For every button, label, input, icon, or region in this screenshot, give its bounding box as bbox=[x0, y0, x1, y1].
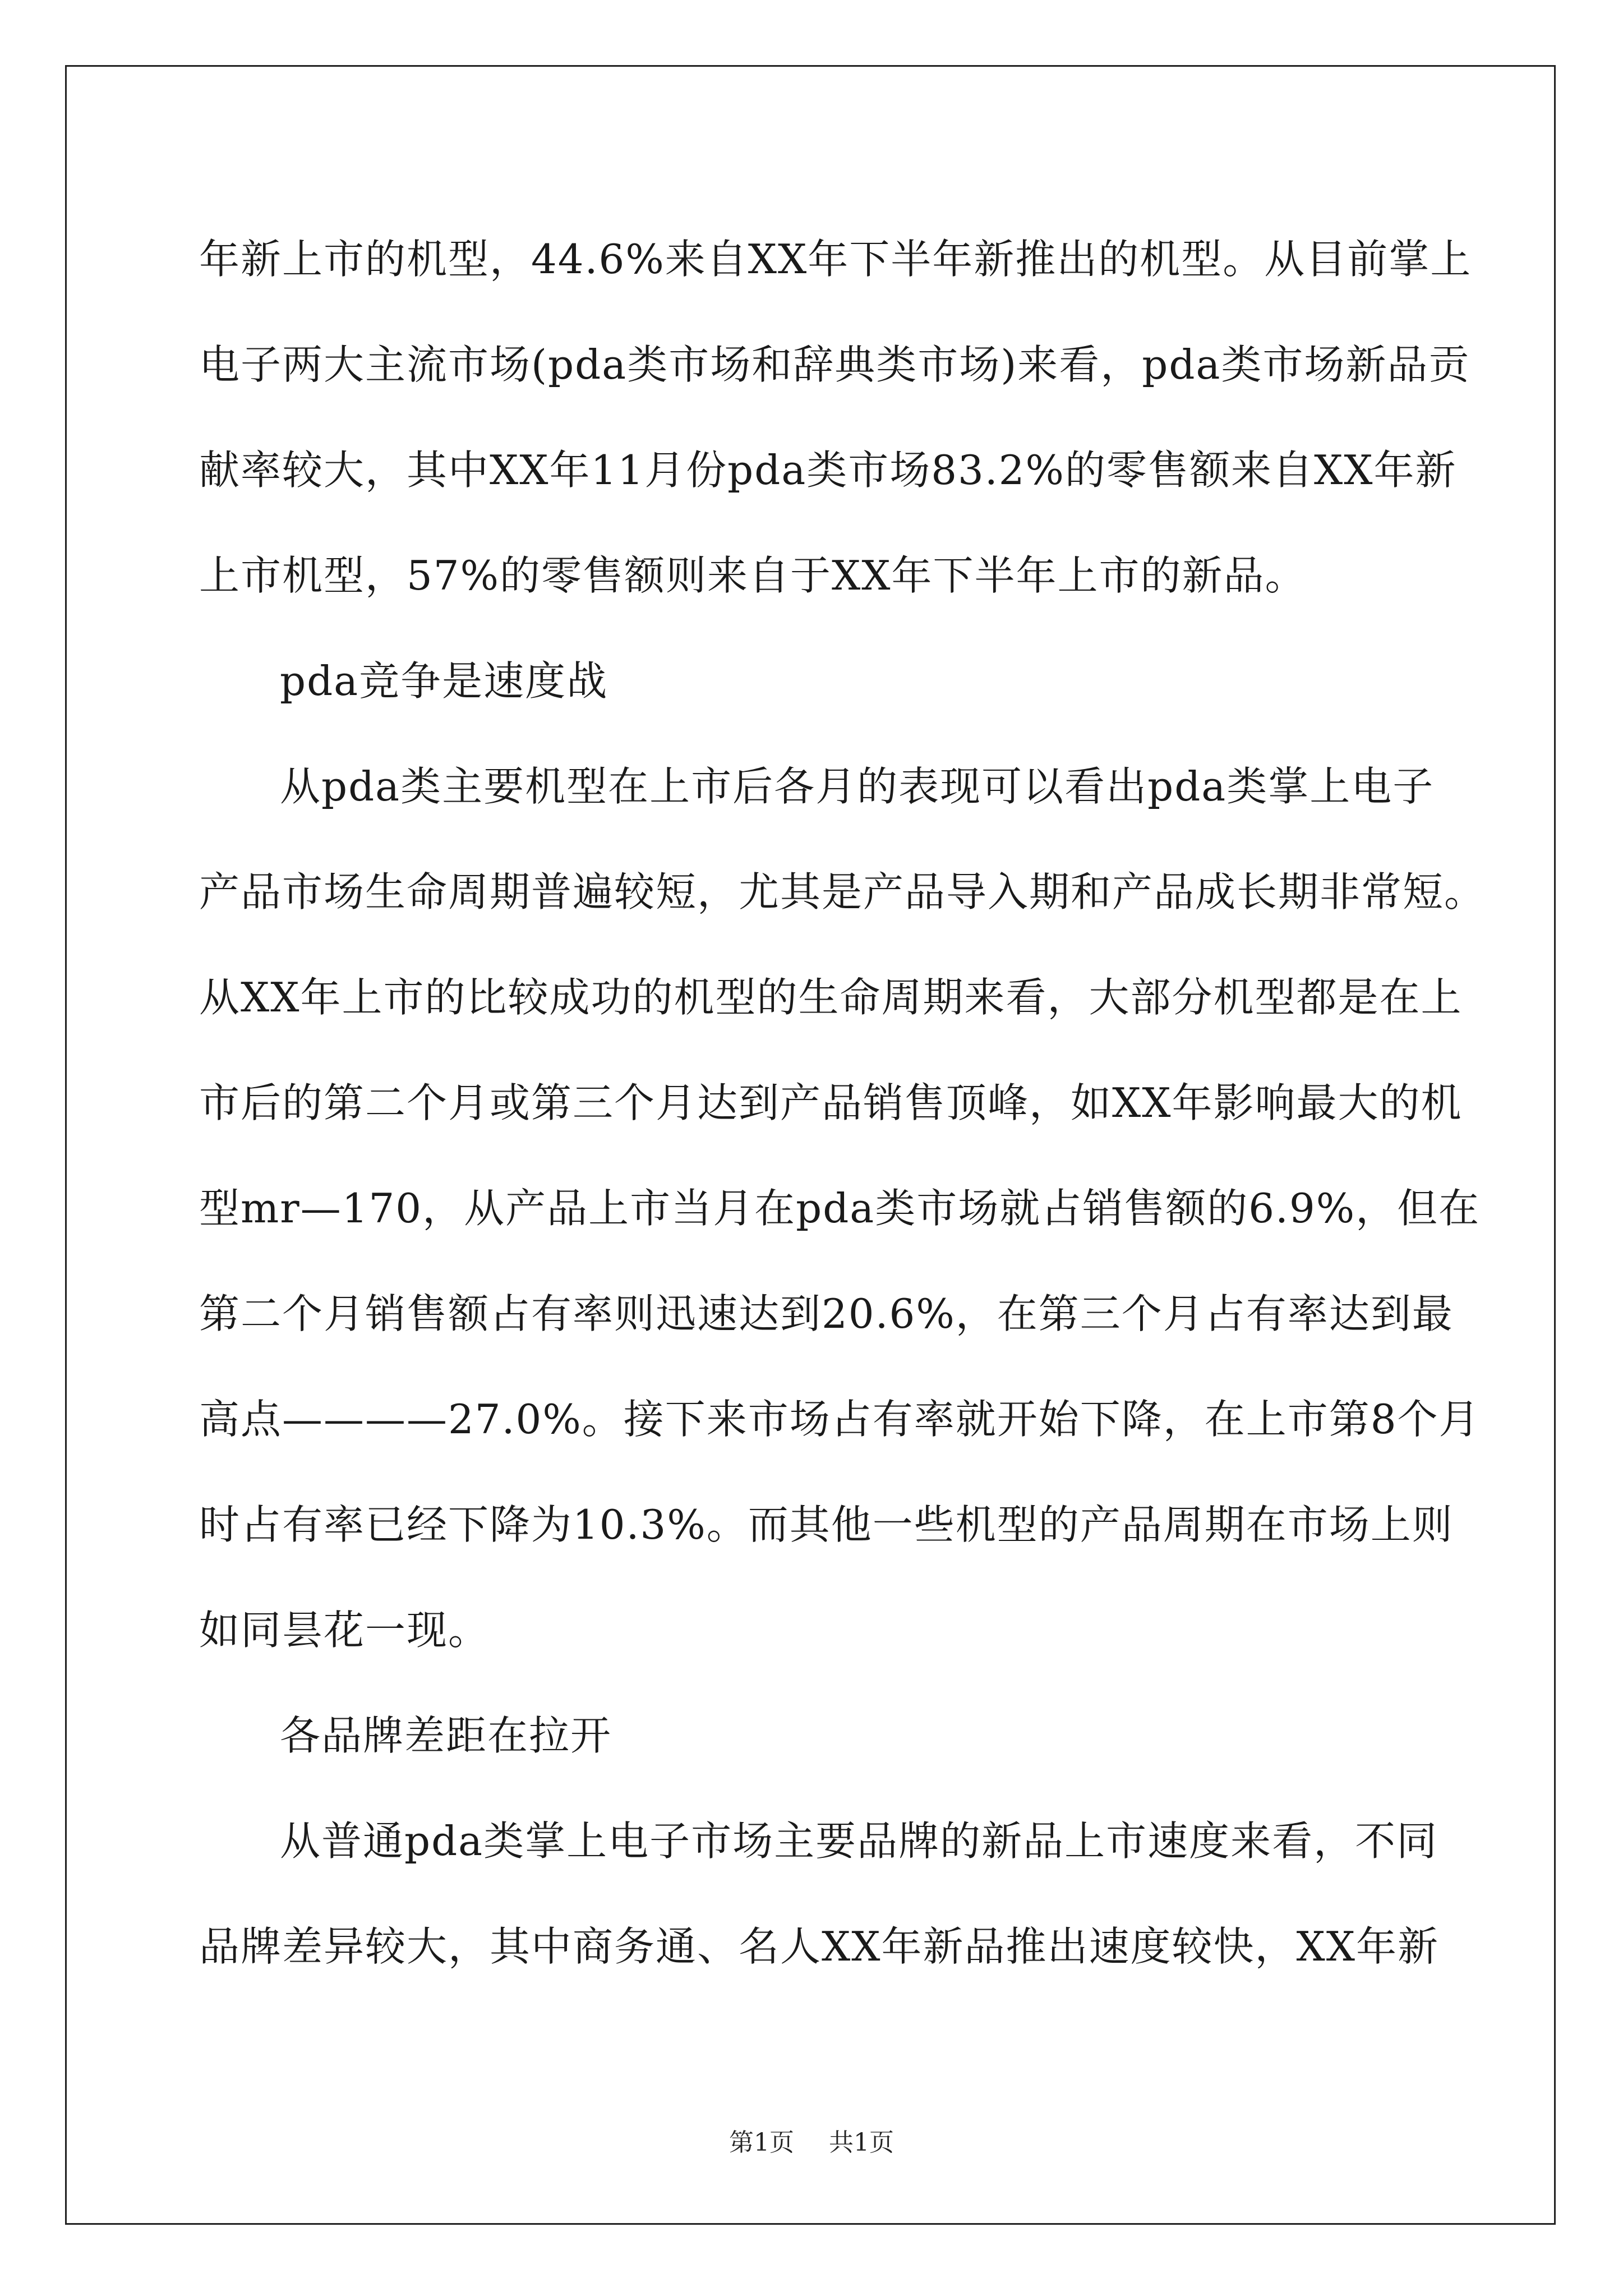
text-line: 电子两大主流市场(pda类市场和辞典类市场)来看，pda类市场新品贡 bbox=[199, 341, 1470, 388]
text-line: 型mr—170，从产品上市当月在pda类市场就占销售额的6.9%，但在 bbox=[199, 1185, 1481, 1232]
text-line: 品牌差异较大，其中商务通、名人XX年新品推出速度较快，XX年新 bbox=[199, 1923, 1440, 1970]
text-line: 上市机型，57%的零售额则来自于XX年下半年上市的新品。 bbox=[199, 552, 1307, 599]
text-line: 年新上市的机型，44.6%来自XX年下半年新推出的机型。从目前掌上 bbox=[199, 236, 1472, 283]
text-line: 时占有率已经下降为10.3%。而其他一些机型的产品周期在市场上则 bbox=[199, 1501, 1454, 1548]
text-line: 市后的第二个月或第三个月达到产品销售顶峰，如XX年影响最大的机 bbox=[199, 1079, 1463, 1126]
text-line: 从普通pda类掌上电子市场主要品牌的新品上市速度来看，不同 bbox=[280, 1818, 1438, 1865]
text-line: 各品牌差距在拉开 bbox=[280, 1712, 612, 1759]
text-line: 产品市场生命周期普遍较短，尤其是产品导入期和产品成长期非常短。 bbox=[199, 868, 1486, 915]
text-line: 如同昙花一现。 bbox=[199, 1607, 490, 1654]
document-body bbox=[199, 206, 1486, 1999]
text-line: pda竞争是速度战 bbox=[280, 657, 608, 705]
page-total: 共1页 bbox=[829, 2128, 894, 2157]
text-line: 第二个月销售额占有率则迅速达到20.6%，在第三个月占有率达到最 bbox=[199, 1290, 1454, 1337]
text-line: 高点————27.0%。接下来市场占有率就开始下降，在上市第8个月 bbox=[199, 1396, 1481, 1443]
text-line: 从pda类主要机型在上市后各月的表现可以看出pda类掌上电子 bbox=[280, 763, 1435, 810]
page-number: 第1页 bbox=[729, 2128, 794, 2157]
page-footer bbox=[0, 2126, 1623, 2160]
text-line: 献率较大，其中XX年11月份pda类市场83.2%的零售额来自XX年新 bbox=[199, 447, 1457, 494]
text-line: 从XX年上市的比较成功的机型的生命周期来看，大部分机型都是在上 bbox=[199, 974, 1463, 1021]
